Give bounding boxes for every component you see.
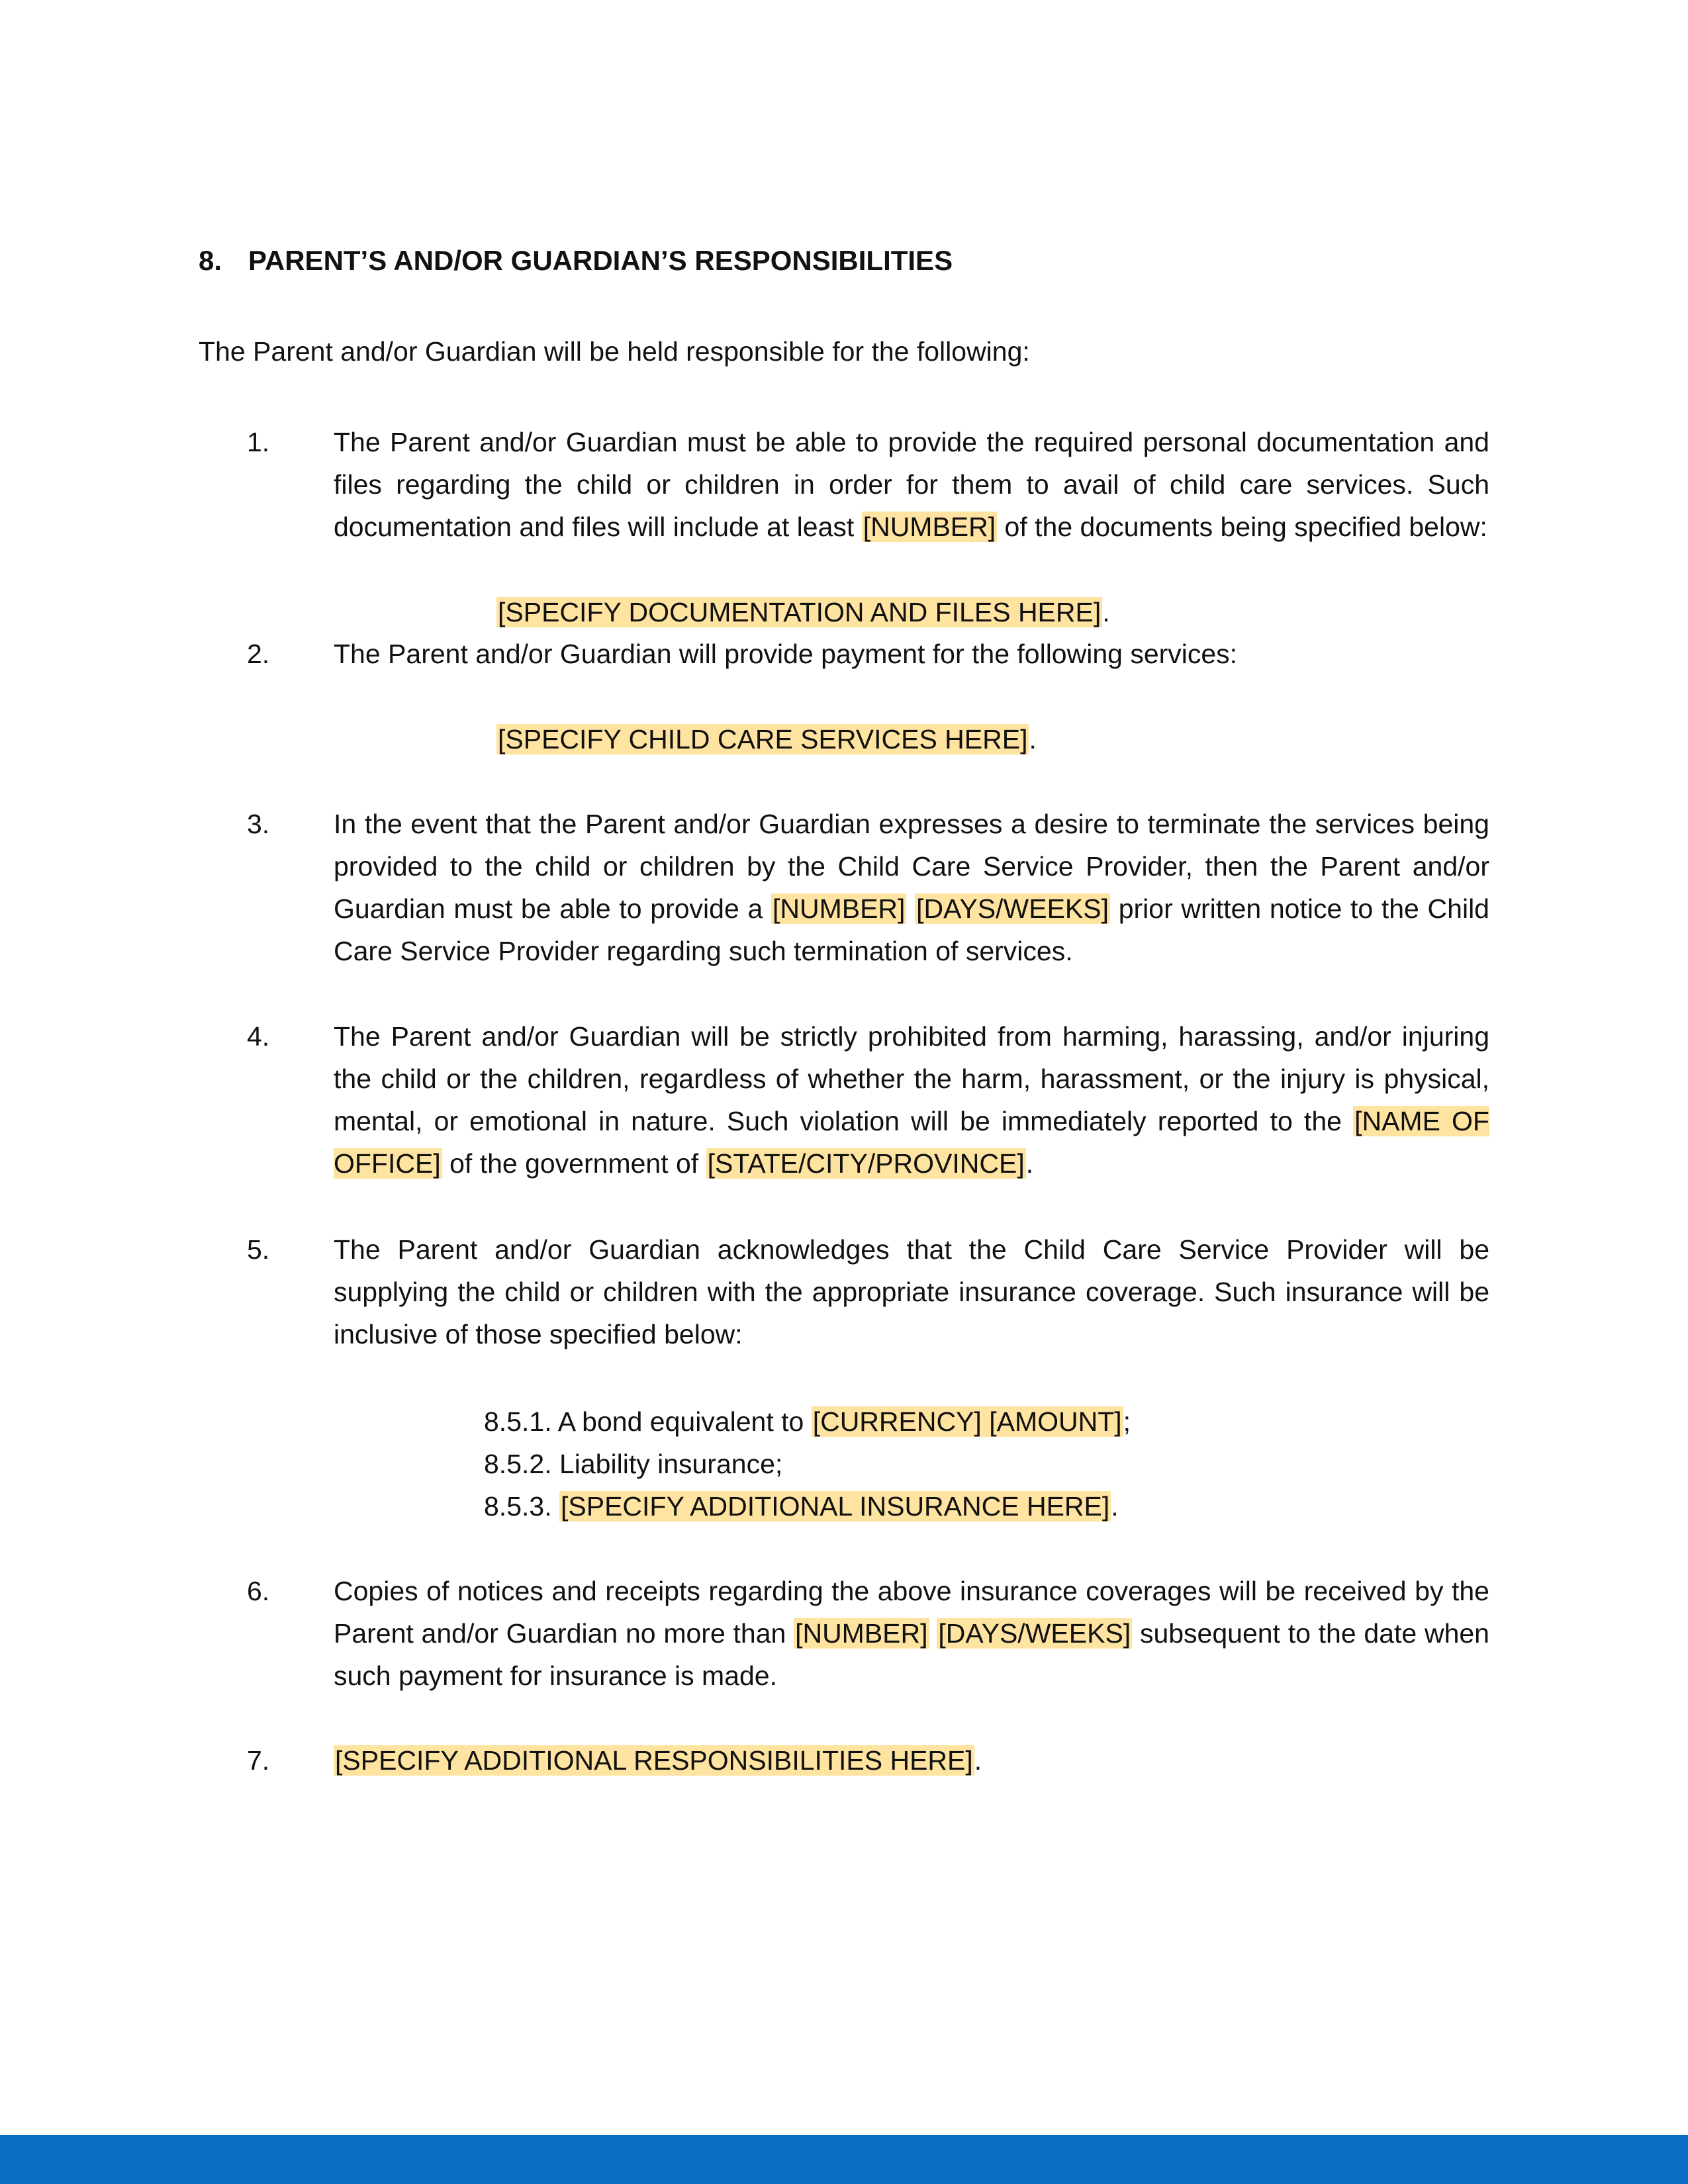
section-number: 8. — [199, 245, 222, 276]
item-text: of the government of — [442, 1148, 706, 1179]
placeholder-field: [DAYS/WEEKS] — [916, 893, 1109, 924]
list-marker: 1. — [247, 427, 270, 457]
intro-paragraph: The Parent and/or Guardian will be held responsible for the following: — [199, 336, 1030, 367]
list-item — [247, 1570, 1489, 1697]
list-item-text — [334, 1228, 1489, 1355]
item-text: . — [1111, 1491, 1119, 1522]
item-text: . — [974, 1745, 982, 1776]
list-marker: 4. — [247, 1021, 270, 1052]
placeholder-field: [NUMBER] — [863, 512, 996, 542]
item-text: prior written notice to the Child Care Service Provider regarding such termination of services. — [334, 893, 1489, 966]
list-item-text — [334, 803, 1489, 972]
sub-item — [484, 1400, 1131, 1443]
list-item — [247, 1228, 1489, 1355]
placeholder-field: [SPECIFY CHILD CARE SERVICES HERE] — [498, 724, 1028, 754]
list-item — [247, 421, 1489, 548]
list-item-text — [334, 1015, 1489, 1185]
placeholder-field: [NUMBER] — [772, 893, 906, 924]
sub-item-label: 8.5.2. Liability insurance; — [484, 1449, 783, 1479]
item-text: The Parent and/or Guardian will be strictly prohibited from harming, harassing, and/or injuring the child or the children, regardless of whether the harm, harassment, or the injury is physical, mental, or emotional in nature. Such violation will be immediately reported to the — [334, 1021, 1489, 1136]
list-item — [247, 633, 1489, 675]
footer-bar — [0, 2135, 1688, 2184]
list-marker: 7. — [247, 1745, 270, 1776]
placeholder-field: [DAYS/WEEKS] — [938, 1618, 1131, 1649]
item-text: of the documents being specified below: — [997, 512, 1487, 542]
item-text: Copies of notices and receipts regarding the above insurance coverages will be received by the Parent and/or Guardian no more than — [334, 1576, 1489, 1649]
list-item-text — [334, 421, 1489, 548]
sub-item — [484, 1485, 1119, 1527]
list-marker: 6. — [247, 1576, 270, 1606]
placeholder-line — [496, 718, 1037, 760]
list-marker: 5. — [247, 1234, 270, 1265]
list-item — [247, 803, 1489, 972]
list-item — [247, 1739, 1489, 1782]
sub-item-label: 8.5.3. — [484, 1491, 559, 1522]
list-marker: 2. — [247, 639, 270, 669]
placeholder-field: [SPECIFY ADDITIONAL INSURANCE HERE] — [560, 1491, 1110, 1522]
sub-item-label: 8.5.1. A bond equivalent to — [484, 1406, 812, 1437]
item-text: . — [1029, 724, 1037, 754]
list-marker: 3. — [247, 809, 270, 839]
sub-item — [484, 1443, 782, 1485]
section-title: PARENT’S AND/OR GUARDIAN’S RESPONSIBILITIES — [248, 245, 953, 276]
item-text: The Parent and/or Guardian will provide payment for the following services: — [334, 639, 1238, 669]
item-text: subsequent to the date when such payment for insurance is made. — [334, 1618, 1489, 1691]
placeholder-field: [SPECIFY DOCUMENTATION AND FILES HERE] — [498, 597, 1102, 627]
placeholder-field: [NUMBER] — [795, 1618, 928, 1649]
placeholder-field: [NAME OF OFFICE] — [334, 1106, 1489, 1179]
item-text: . — [1025, 1148, 1034, 1179]
list-item-text — [334, 1739, 1489, 1782]
item-text: . — [1102, 597, 1110, 627]
placeholder-field: [CURRENCY] [AMOUNT] — [812, 1406, 1122, 1437]
placeholder-field: [SPECIFY ADDITIONAL RESPONSIBILITIES HERE] — [335, 1745, 973, 1776]
list-item-text — [334, 1570, 1489, 1697]
list-item-text — [334, 633, 1489, 675]
placeholder-line — [496, 591, 1110, 633]
placeholder-field: [STATE/CITY/PROVINCE] — [707, 1148, 1025, 1179]
item-text: ; — [1123, 1406, 1131, 1437]
item-text: The Parent and/or Guardian acknowledges that the Child Care Service Provider will be supplying the child or children with the appropriate insurance coverage. Such insurance will be inclusive of those specified below: — [334, 1234, 1489, 1349]
list-item — [247, 1015, 1489, 1185]
section-heading — [199, 245, 953, 277]
item-text: The Parent and/or Guardian must be able to provide the required personal documentation and files regarding the child or children in order for them to avail of child care services. Such documentation and files will include at least — [334, 427, 1489, 542]
item-text: In the event that the Parent and/or Guardian expresses a desire to terminate the services being provided to the child or children by the Child Care Service Provider, then the Parent and/or Guardian must be able to provide a — [334, 809, 1489, 924]
